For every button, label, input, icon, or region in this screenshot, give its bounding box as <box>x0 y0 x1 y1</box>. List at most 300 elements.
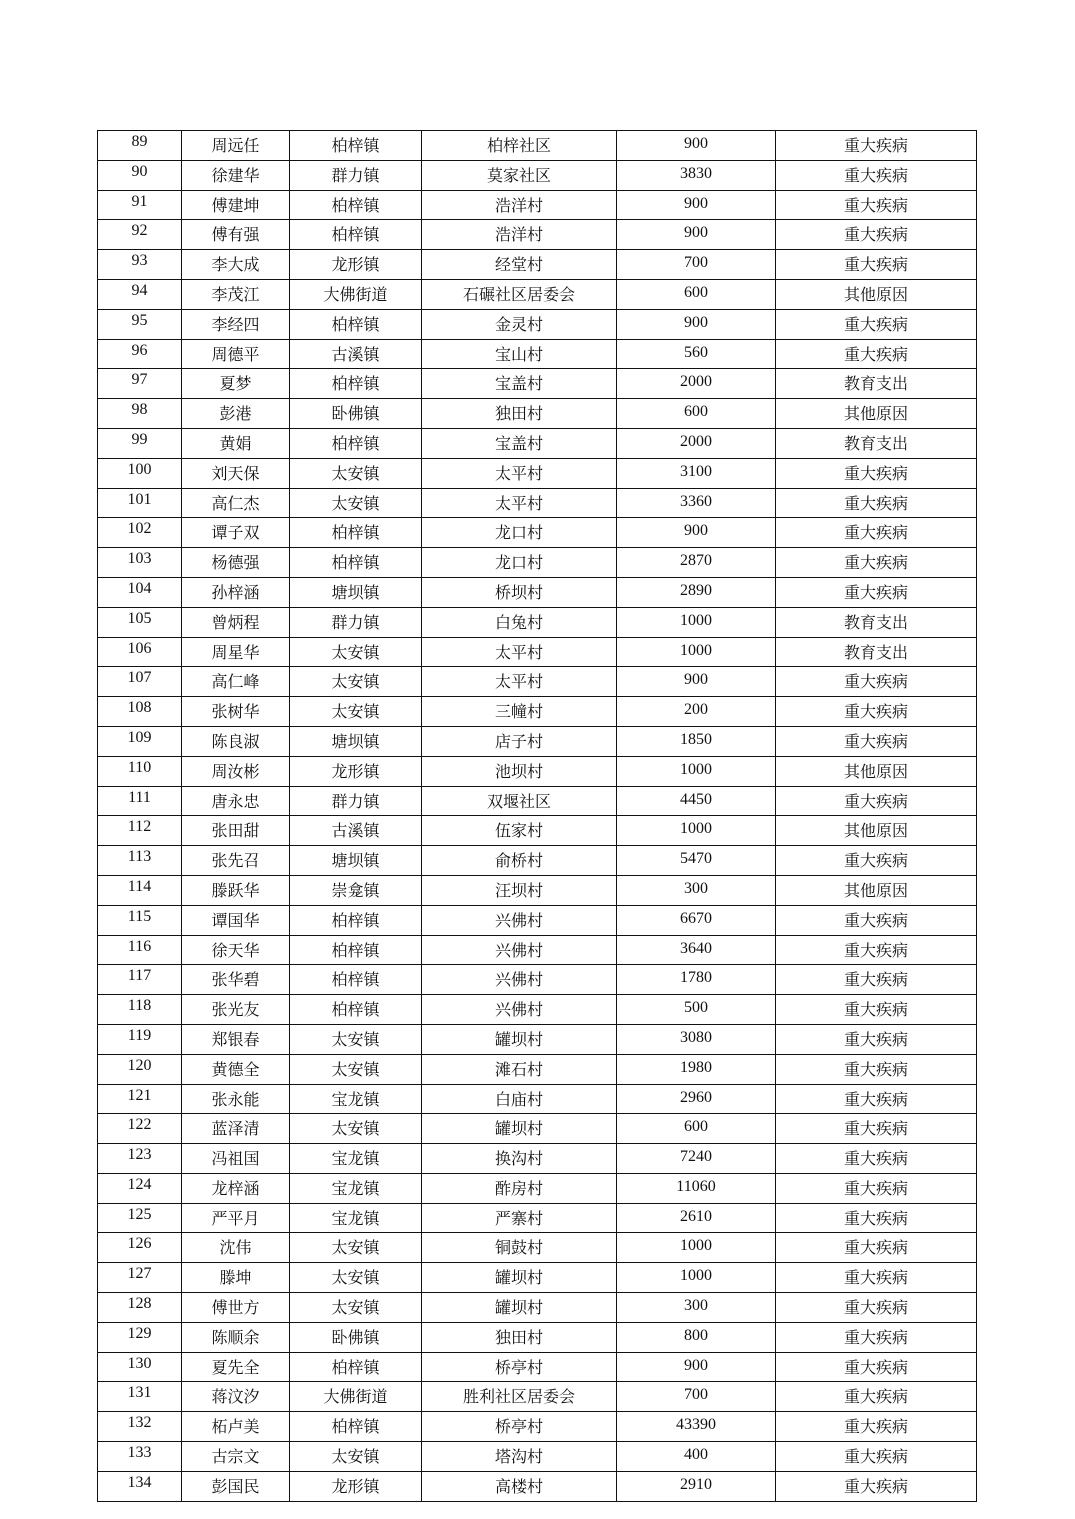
village-cell: 兴佛村 <box>422 935 617 965</box>
person-name-cell: 张光友 <box>182 995 290 1025</box>
town-cell: 柏梓镇 <box>290 1412 422 1442</box>
reason-cell: 其他原因 <box>776 279 977 309</box>
reason-cell: 重大疾病 <box>776 1442 977 1472</box>
town-cell: 柏梓镇 <box>290 220 422 250</box>
village-cell: 桥亭村 <box>422 1412 617 1442</box>
row-number-cell: 132 <box>98 1412 182 1442</box>
amount-cell: 700 <box>617 250 776 280</box>
village-cell: 池坝村 <box>422 756 617 786</box>
person-name-cell: 孙梓涵 <box>182 577 290 607</box>
town-cell: 龙形镇 <box>290 250 422 280</box>
table-row <box>98 309 977 339</box>
town-cell: 太安镇 <box>290 1233 422 1263</box>
reason-cell: 重大疾病 <box>776 190 977 220</box>
row-number-cell: 113 <box>98 846 182 876</box>
village-cell: 俞桥村 <box>422 846 617 876</box>
row-number-cell: 131 <box>98 1382 182 1412</box>
table-row <box>98 1293 977 1323</box>
town-cell: 古溪镇 <box>290 816 422 846</box>
reason-cell: 重大疾病 <box>776 726 977 756</box>
table-row <box>98 1114 977 1144</box>
row-number-cell: 96 <box>98 339 182 369</box>
amount-cell: 300 <box>617 1293 776 1323</box>
amount-cell: 3080 <box>617 1024 776 1054</box>
town-cell: 柏梓镇 <box>290 369 422 399</box>
table-row <box>98 875 977 905</box>
person-name-cell: 周汝彬 <box>182 756 290 786</box>
table-row <box>98 995 977 1025</box>
assistance-table <box>97 130 977 1502</box>
reason-cell: 重大疾病 <box>776 309 977 339</box>
town-cell: 塘坝镇 <box>290 726 422 756</box>
town-cell: 柏梓镇 <box>290 1352 422 1382</box>
table-row <box>98 1412 977 1442</box>
town-cell: 宝龙镇 <box>290 1203 422 1233</box>
reason-cell: 重大疾病 <box>776 518 977 548</box>
reason-cell: 重大疾病 <box>776 667 977 697</box>
person-name-cell: 谭子双 <box>182 518 290 548</box>
amount-cell: 1980 <box>617 1054 776 1084</box>
amount-cell: 300 <box>617 875 776 905</box>
amount-cell: 1000 <box>617 637 776 667</box>
table-row <box>98 399 977 429</box>
reason-cell: 其他原因 <box>776 756 977 786</box>
town-cell: 宝龙镇 <box>290 1084 422 1114</box>
town-cell: 柏梓镇 <box>290 995 422 1025</box>
amount-cell: 900 <box>617 518 776 548</box>
person-name-cell: 张永能 <box>182 1084 290 1114</box>
reason-cell: 重大疾病 <box>776 905 977 935</box>
town-cell: 群力镇 <box>290 160 422 190</box>
row-number-cell: 124 <box>98 1173 182 1203</box>
village-cell: 酢房村 <box>422 1173 617 1203</box>
town-cell: 太安镇 <box>290 1442 422 1472</box>
amount-cell: 900 <box>617 667 776 697</box>
person-name-cell: 傅有强 <box>182 220 290 250</box>
table-row <box>98 935 977 965</box>
row-number-cell: 133 <box>98 1442 182 1472</box>
village-cell: 太平村 <box>422 667 617 697</box>
person-name-cell: 谭国华 <box>182 905 290 935</box>
reason-cell: 重大疾病 <box>776 250 977 280</box>
village-cell: 店子村 <box>422 726 617 756</box>
village-cell: 宝盖村 <box>422 428 617 458</box>
person-name-cell: 周远任 <box>182 131 290 161</box>
town-cell: 龙形镇 <box>290 756 422 786</box>
reason-cell: 其他原因 <box>776 399 977 429</box>
reason-cell: 重大疾病 <box>776 1382 977 1412</box>
row-number-cell: 104 <box>98 577 182 607</box>
table-row <box>98 667 977 697</box>
row-number-cell: 107 <box>98 667 182 697</box>
row-number-cell: 98 <box>98 399 182 429</box>
town-cell: 柏梓镇 <box>290 190 422 220</box>
person-name-cell: 彭港 <box>182 399 290 429</box>
village-cell: 独田村 <box>422 1322 617 1352</box>
table-row <box>98 726 977 756</box>
amount-cell: 1000 <box>617 816 776 846</box>
person-name-cell: 龙梓涵 <box>182 1173 290 1203</box>
reason-cell: 重大疾病 <box>776 131 977 161</box>
village-cell: 兴佛村 <box>422 905 617 935</box>
person-name-cell: 陈良淑 <box>182 726 290 756</box>
amount-cell: 2000 <box>617 369 776 399</box>
table-row <box>98 846 977 876</box>
person-name-cell: 杨德强 <box>182 548 290 578</box>
town-cell: 卧佛镇 <box>290 399 422 429</box>
person-name-cell: 张田甜 <box>182 816 290 846</box>
table-row <box>98 697 977 727</box>
amount-cell: 600 <box>617 279 776 309</box>
town-cell: 太安镇 <box>290 637 422 667</box>
reason-cell: 重大疾病 <box>776 1412 977 1442</box>
table-row <box>98 1471 977 1501</box>
person-name-cell: 李茂江 <box>182 279 290 309</box>
row-number-cell: 123 <box>98 1144 182 1174</box>
amount-cell: 1780 <box>617 965 776 995</box>
reason-cell: 重大疾病 <box>776 1084 977 1114</box>
reason-cell: 重大疾病 <box>776 965 977 995</box>
town-cell: 塘坝镇 <box>290 846 422 876</box>
row-number-cell: 121 <box>98 1084 182 1114</box>
reason-cell: 重大疾病 <box>776 458 977 488</box>
row-number-cell: 101 <box>98 488 182 518</box>
town-cell: 群力镇 <box>290 607 422 637</box>
reason-cell: 重大疾病 <box>776 1471 977 1501</box>
reason-cell: 重大疾病 <box>776 220 977 250</box>
village-cell: 兴佛村 <box>422 995 617 1025</box>
reason-cell: 重大疾病 <box>776 1293 977 1323</box>
reason-cell: 重大疾病 <box>776 1322 977 1352</box>
person-name-cell: 郑银春 <box>182 1024 290 1054</box>
town-cell: 古溪镇 <box>290 339 422 369</box>
person-name-cell: 蒋汶汐 <box>182 1382 290 1412</box>
person-name-cell: 黄德全 <box>182 1054 290 1084</box>
village-cell: 铜鼓村 <box>422 1233 617 1263</box>
reason-cell: 教育支出 <box>776 369 977 399</box>
reason-cell: 重大疾病 <box>776 1024 977 1054</box>
village-cell: 塔沟村 <box>422 1442 617 1472</box>
table-row <box>98 1024 977 1054</box>
town-cell: 柏梓镇 <box>290 935 422 965</box>
amount-cell: 900 <box>617 309 776 339</box>
reason-cell: 重大疾病 <box>776 577 977 607</box>
amount-cell: 900 <box>617 131 776 161</box>
town-cell: 大佛街道 <box>290 1382 422 1412</box>
town-cell: 柏梓镇 <box>290 548 422 578</box>
amount-cell: 400 <box>617 1442 776 1472</box>
table-row <box>98 339 977 369</box>
table-row <box>98 190 977 220</box>
amount-cell: 3100 <box>617 458 776 488</box>
row-number-cell: 106 <box>98 637 182 667</box>
table-row <box>98 965 977 995</box>
row-number-cell: 129 <box>98 1322 182 1352</box>
row-number-cell: 115 <box>98 905 182 935</box>
person-name-cell: 高仁峰 <box>182 667 290 697</box>
village-cell: 龙口村 <box>422 548 617 578</box>
row-number-cell: 114 <box>98 875 182 905</box>
row-number-cell: 119 <box>98 1024 182 1054</box>
town-cell: 宝龙镇 <box>290 1173 422 1203</box>
amount-cell: 500 <box>617 995 776 1025</box>
village-cell: 独田村 <box>422 399 617 429</box>
reason-cell: 教育支出 <box>776 428 977 458</box>
row-number-cell: 99 <box>98 428 182 458</box>
town-cell: 塘坝镇 <box>290 577 422 607</box>
amount-cell: 2960 <box>617 1084 776 1114</box>
person-name-cell: 冯祖国 <box>182 1144 290 1174</box>
table-row <box>98 279 977 309</box>
person-name-cell: 周德平 <box>182 339 290 369</box>
row-number-cell: 109 <box>98 726 182 756</box>
person-name-cell: 严平月 <box>182 1203 290 1233</box>
town-cell: 宝龙镇 <box>290 1144 422 1174</box>
reason-cell: 重大疾病 <box>776 995 977 1025</box>
table-row <box>98 816 977 846</box>
village-cell: 金灵村 <box>422 309 617 339</box>
reason-cell: 重大疾病 <box>776 339 977 369</box>
row-number-cell: 112 <box>98 816 182 846</box>
amount-cell: 560 <box>617 339 776 369</box>
row-number-cell: 103 <box>98 548 182 578</box>
village-cell: 兴佛村 <box>422 965 617 995</box>
table-row <box>98 160 977 190</box>
table-row <box>98 756 977 786</box>
person-name-cell: 傅建坤 <box>182 190 290 220</box>
town-cell: 太安镇 <box>290 1024 422 1054</box>
person-name-cell: 张先召 <box>182 846 290 876</box>
amount-cell: 5470 <box>617 846 776 876</box>
row-number-cell: 116 <box>98 935 182 965</box>
table-row <box>98 607 977 637</box>
village-cell: 经堂村 <box>422 250 617 280</box>
amount-cell: 2000 <box>617 428 776 458</box>
reason-cell: 重大疾病 <box>776 1352 977 1382</box>
amount-cell: 900 <box>617 220 776 250</box>
person-name-cell: 张华碧 <box>182 965 290 995</box>
row-number-cell: 126 <box>98 1233 182 1263</box>
village-cell: 胜利社区居委会 <box>422 1382 617 1412</box>
person-name-cell: 刘天保 <box>182 458 290 488</box>
amount-cell: 1850 <box>617 726 776 756</box>
row-number-cell: 130 <box>98 1352 182 1382</box>
reason-cell: 重大疾病 <box>776 935 977 965</box>
row-number-cell: 128 <box>98 1293 182 1323</box>
person-name-cell: 周星华 <box>182 637 290 667</box>
table-row <box>98 131 977 161</box>
row-number-cell: 105 <box>98 607 182 637</box>
reason-cell: 重大疾病 <box>776 160 977 190</box>
table-row <box>98 220 977 250</box>
amount-cell: 3830 <box>617 160 776 190</box>
row-number-cell: 91 <box>98 190 182 220</box>
table-row <box>98 1144 977 1174</box>
reason-cell: 重大疾病 <box>776 1144 977 1174</box>
person-name-cell: 陈顺余 <box>182 1322 290 1352</box>
reason-cell: 重大疾病 <box>776 548 977 578</box>
person-name-cell: 唐永忠 <box>182 786 290 816</box>
row-number-cell: 117 <box>98 965 182 995</box>
reason-cell: 重大疾病 <box>776 1173 977 1203</box>
row-number-cell: 97 <box>98 369 182 399</box>
village-cell: 罐坝村 <box>422 1114 617 1144</box>
amount-cell: 4450 <box>617 786 776 816</box>
row-number-cell: 100 <box>98 458 182 488</box>
town-cell: 柏梓镇 <box>290 309 422 339</box>
person-name-cell: 蓝泽清 <box>182 1114 290 1144</box>
person-name-cell: 徐天华 <box>182 935 290 965</box>
village-cell: 莫家社区 <box>422 160 617 190</box>
table-row <box>98 1442 977 1472</box>
reason-cell: 重大疾病 <box>776 1114 977 1144</box>
town-cell: 太安镇 <box>290 488 422 518</box>
person-name-cell: 徐建华 <box>182 160 290 190</box>
row-number-cell: 89 <box>98 131 182 161</box>
table-row <box>98 1352 977 1382</box>
village-cell: 浩洋村 <box>422 220 617 250</box>
town-cell: 大佛街道 <box>290 279 422 309</box>
row-number-cell: 110 <box>98 756 182 786</box>
village-cell: 罐坝村 <box>422 1024 617 1054</box>
row-number-cell: 120 <box>98 1054 182 1084</box>
village-cell: 汪坝村 <box>422 875 617 905</box>
row-number-cell: 94 <box>98 279 182 309</box>
table-row <box>98 1084 977 1114</box>
town-cell: 太安镇 <box>290 667 422 697</box>
amount-cell: 7240 <box>617 1144 776 1174</box>
row-number-cell: 118 <box>98 995 182 1025</box>
town-cell: 卧佛镇 <box>290 1322 422 1352</box>
table-row <box>98 577 977 607</box>
table-row <box>98 905 977 935</box>
reason-cell: 重大疾病 <box>776 1233 977 1263</box>
amount-cell: 1000 <box>617 1233 776 1263</box>
row-number-cell: 125 <box>98 1203 182 1233</box>
town-cell: 太安镇 <box>290 1054 422 1084</box>
village-cell: 高楼村 <box>422 1471 617 1501</box>
person-name-cell: 夏梦 <box>182 369 290 399</box>
amount-cell: 3640 <box>617 935 776 965</box>
person-name-cell: 古宗文 <box>182 1442 290 1472</box>
row-number-cell: 102 <box>98 518 182 548</box>
table-row <box>98 488 977 518</box>
village-cell: 宝盖村 <box>422 369 617 399</box>
person-name-cell: 滕坤 <box>182 1263 290 1293</box>
reason-cell: 教育支出 <box>776 637 977 667</box>
town-cell: 柏梓镇 <box>290 965 422 995</box>
amount-cell: 600 <box>617 1114 776 1144</box>
person-name-cell: 沈伟 <box>182 1233 290 1263</box>
village-cell: 石碾社区居委会 <box>422 279 617 309</box>
village-cell: 白兔村 <box>422 607 617 637</box>
amount-cell: 3360 <box>617 488 776 518</box>
village-cell: 换沟村 <box>422 1144 617 1174</box>
village-cell: 太平村 <box>422 488 617 518</box>
amount-cell: 2610 <box>617 1203 776 1233</box>
village-cell: 罐坝村 <box>422 1293 617 1323</box>
table-row <box>98 428 977 458</box>
town-cell: 龙形镇 <box>290 1471 422 1501</box>
village-cell: 浩洋村 <box>422 190 617 220</box>
town-cell: 柏梓镇 <box>290 131 422 161</box>
person-name-cell: 高仁杰 <box>182 488 290 518</box>
town-cell: 群力镇 <box>290 786 422 816</box>
table-row <box>98 1203 977 1233</box>
amount-cell: 200 <box>617 697 776 727</box>
table-body <box>98 131 977 1502</box>
village-cell: 白庙村 <box>422 1084 617 1114</box>
table-row <box>98 786 977 816</box>
village-cell: 三幢村 <box>422 697 617 727</box>
person-name-cell: 彭国民 <box>182 1471 290 1501</box>
row-number-cell: 122 <box>98 1114 182 1144</box>
table-row <box>98 250 977 280</box>
row-number-cell: 92 <box>98 220 182 250</box>
table-row <box>98 1382 977 1412</box>
village-cell: 宝山村 <box>422 339 617 369</box>
town-cell: 崇龛镇 <box>290 875 422 905</box>
person-name-cell: 李经四 <box>182 309 290 339</box>
amount-cell: 1000 <box>617 756 776 786</box>
village-cell: 柏梓社区 <box>422 131 617 161</box>
reason-cell: 重大疾病 <box>776 786 977 816</box>
table-row <box>98 1173 977 1203</box>
village-cell: 太平村 <box>422 458 617 488</box>
town-cell: 太安镇 <box>290 1114 422 1144</box>
reason-cell: 重大疾病 <box>776 846 977 876</box>
table-row <box>98 369 977 399</box>
town-cell: 太安镇 <box>290 1293 422 1323</box>
village-cell: 太平村 <box>422 637 617 667</box>
village-cell: 龙口村 <box>422 518 617 548</box>
reason-cell: 重大疾病 <box>776 1203 977 1233</box>
amount-cell: 2890 <box>617 577 776 607</box>
table-row <box>98 1233 977 1263</box>
reason-cell: 重大疾病 <box>776 697 977 727</box>
person-name-cell: 傅世方 <box>182 1293 290 1323</box>
village-cell: 伍家村 <box>422 816 617 846</box>
reason-cell: 重大疾病 <box>776 488 977 518</box>
person-name-cell: 黄娟 <box>182 428 290 458</box>
table-row <box>98 518 977 548</box>
reason-cell: 其他原因 <box>776 816 977 846</box>
row-number-cell: 93 <box>98 250 182 280</box>
amount-cell: 1000 <box>617 1263 776 1293</box>
village-cell: 严寨村 <box>422 1203 617 1233</box>
village-cell: 双堰社区 <box>422 786 617 816</box>
amount-cell: 6670 <box>617 905 776 935</box>
table-row <box>98 637 977 667</box>
amount-cell: 800 <box>617 1322 776 1352</box>
town-cell: 柏梓镇 <box>290 518 422 548</box>
person-name-cell: 夏先全 <box>182 1352 290 1382</box>
row-number-cell: 127 <box>98 1263 182 1293</box>
person-name-cell: 柘卢美 <box>182 1412 290 1442</box>
person-name-cell: 曾炳程 <box>182 607 290 637</box>
reason-cell: 重大疾病 <box>776 1054 977 1084</box>
town-cell: 柏梓镇 <box>290 428 422 458</box>
town-cell: 太安镇 <box>290 1263 422 1293</box>
table-row <box>98 1054 977 1084</box>
person-name-cell: 张树华 <box>182 697 290 727</box>
row-number-cell: 111 <box>98 786 182 816</box>
table-row <box>98 1322 977 1352</box>
town-cell: 太安镇 <box>290 458 422 488</box>
amount-cell: 900 <box>617 1352 776 1382</box>
row-number-cell: 90 <box>98 160 182 190</box>
village-cell: 罐坝村 <box>422 1263 617 1293</box>
